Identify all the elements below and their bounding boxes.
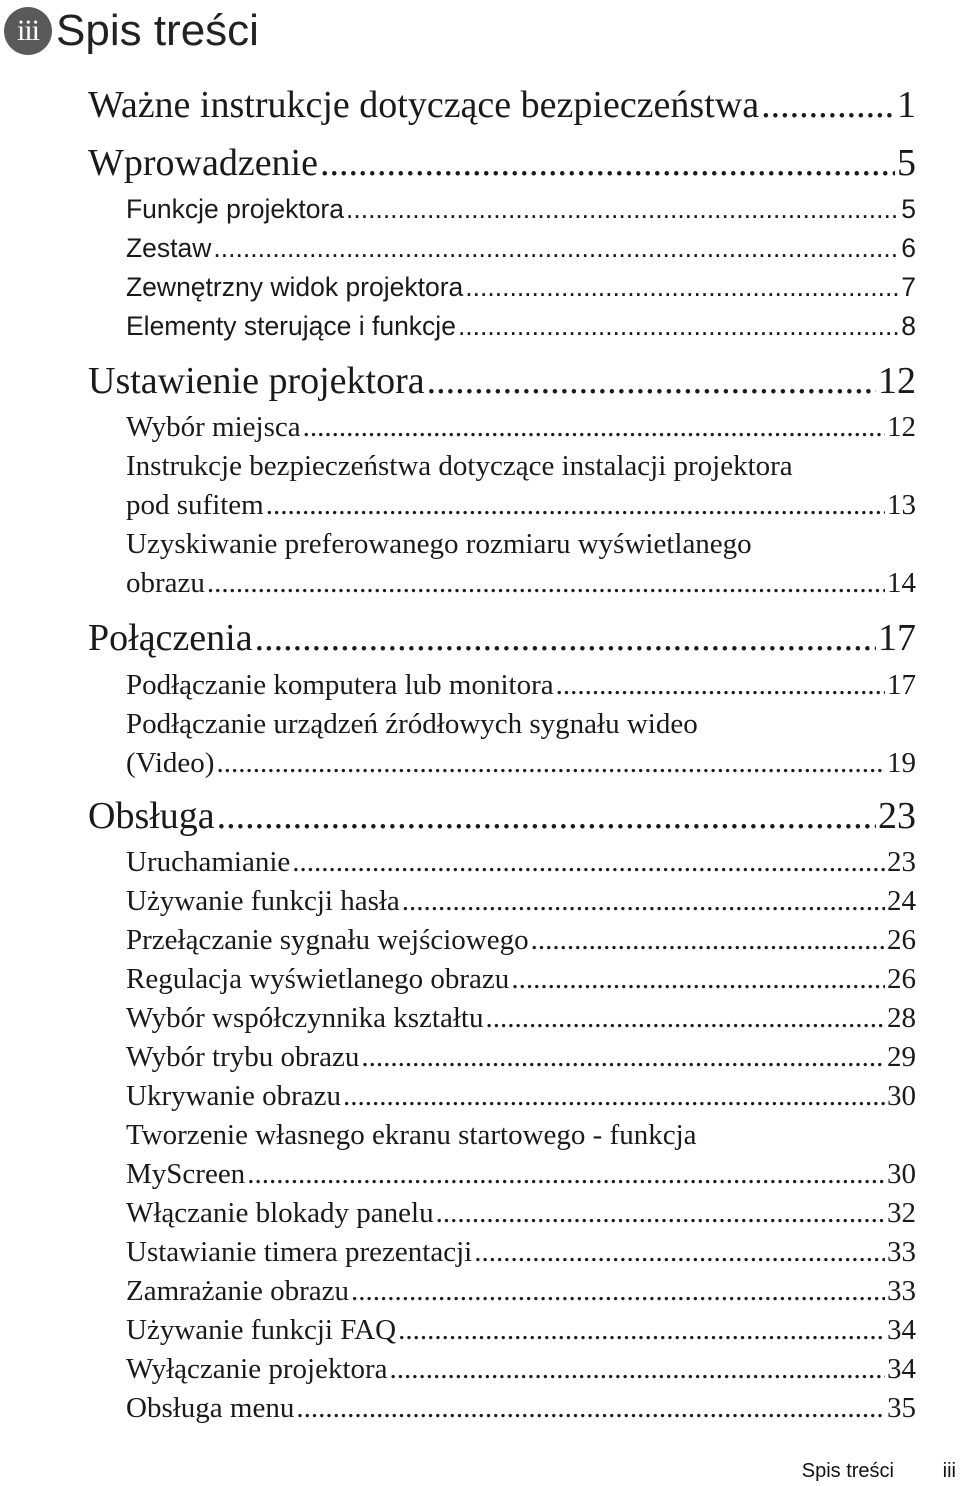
toc-page-number: 34 bbox=[887, 1353, 916, 1385]
toc-entry-title: Przełączanie sygnału wejściowego bbox=[126, 924, 529, 956]
toc-entry-section[interactable] bbox=[0, 999, 960, 1038]
toc-page-number: 12 bbox=[887, 411, 916, 443]
toc-entry-title: Używanie funkcji hasła bbox=[126, 885, 400, 917]
toc-page-number: 23 bbox=[878, 795, 916, 837]
toc-page-number: 24 bbox=[887, 885, 916, 917]
toc-entry-title: Funkcje projektora bbox=[126, 194, 344, 224]
toc-entry-title: Wybór trybu obrazu bbox=[126, 1041, 360, 1073]
toc-page-number: 1 bbox=[897, 84, 916, 126]
toc-entry-section[interactable] bbox=[0, 525, 960, 603]
toc-entry-section[interactable] bbox=[0, 1194, 960, 1233]
page-number-badge: iii bbox=[4, 7, 52, 55]
toc-page-number: 26 bbox=[887, 963, 916, 995]
leader-dots bbox=[247, 1155, 885, 1194]
toc-entry-title: Wprowadzenie bbox=[88, 142, 318, 184]
toc-page-number: 6 bbox=[901, 233, 916, 263]
toc-entry-chapter[interactable] bbox=[0, 76, 960, 134]
toc-entry-title-first-line: Instrukcje bezpieczeństwa dotyczące instalacji projektora bbox=[126, 450, 793, 482]
leader-dots bbox=[361, 1038, 885, 1077]
toc-entry-title: Uruchamianie bbox=[126, 846, 291, 878]
toc-entry-title: Zamrażanie obrazu bbox=[126, 1275, 349, 1307]
toc-entry-title: MyScreen bbox=[126, 1158, 246, 1190]
toc-entry-section[interactable] bbox=[0, 1272, 960, 1311]
toc-page-number: 13 bbox=[887, 489, 916, 521]
toc-entry-title: pod sufitem bbox=[126, 489, 264, 521]
toc-page-number: 5 bbox=[897, 142, 916, 184]
leader-dots bbox=[292, 843, 885, 882]
leader-dots bbox=[556, 666, 885, 705]
toc-entry-title: Zestaw bbox=[126, 233, 212, 263]
toc-entry-title: Obsługa bbox=[88, 795, 215, 837]
toc-entry-section[interactable] bbox=[0, 1116, 960, 1194]
toc-entry-section[interactable] bbox=[0, 1077, 960, 1116]
toc-entry-title-first-line: Uzyskiwanie preferowanego rozmiaru wyświetlanego bbox=[126, 528, 752, 560]
toc-entry-title: Ustawienie projektora bbox=[88, 360, 425, 402]
toc-entry-section[interactable] bbox=[0, 921, 960, 960]
leader-dots bbox=[213, 229, 899, 268]
leader-dots bbox=[398, 1311, 885, 1350]
toc-page-number: 8 bbox=[901, 311, 916, 341]
toc-entry-title: Regulacja wyświetlanego obrazu bbox=[126, 963, 510, 995]
toc-entry-section[interactable] bbox=[0, 882, 960, 921]
leader-dots bbox=[458, 307, 899, 346]
toc-page-number: 35 bbox=[887, 1392, 916, 1424]
toc-entry-section[interactable] bbox=[0, 268, 960, 307]
leader-dots bbox=[207, 564, 885, 603]
leader-dots bbox=[474, 1233, 885, 1272]
toc-entry-section[interactable] bbox=[0, 307, 960, 346]
leader-dots bbox=[303, 408, 885, 447]
toc-entry-title: Połączenia bbox=[88, 617, 253, 659]
toc-entry-title: Elementy sterujące i funkcje bbox=[126, 311, 456, 341]
toc-page-number: 19 bbox=[887, 747, 916, 779]
toc-page-number: 30 bbox=[887, 1080, 916, 1112]
toc-entry-section[interactable] bbox=[0, 666, 960, 705]
toc-entry-section[interactable] bbox=[0, 190, 960, 229]
toc-entry-section[interactable] bbox=[0, 1233, 960, 1272]
toc-page-number: 34 bbox=[887, 1314, 916, 1346]
toc-entry-title: obrazu bbox=[126, 567, 205, 599]
leader-dots bbox=[216, 744, 885, 783]
toc-entry-title-first-line: Tworzenie własnego ekranu startowego - funkcja bbox=[126, 1119, 697, 1151]
toc-page-number: 30 bbox=[887, 1158, 916, 1190]
toc-entry-title: Ważne instrukcje dotyczące bezpieczeństwa bbox=[88, 84, 760, 126]
toc-entry-section[interactable] bbox=[0, 1311, 960, 1350]
leader-dots bbox=[390, 1350, 885, 1389]
toc-entry-section[interactable] bbox=[0, 408, 960, 447]
leader-dots bbox=[511, 960, 885, 999]
footer-page-number: iii bbox=[942, 1460, 956, 1482]
toc-page-number: 23 bbox=[887, 846, 916, 878]
footer-section-label: Spis treści bbox=[801, 1460, 894, 1482]
leader-dots bbox=[531, 921, 885, 960]
leader-dots bbox=[485, 999, 885, 1038]
toc-entry-section[interactable] bbox=[0, 1389, 960, 1428]
toc-entry-chapter[interactable] bbox=[0, 134, 960, 192]
toc-entry-title: Zewnętrzny widok projektora bbox=[126, 272, 464, 302]
toc-page-number: 5 bbox=[901, 194, 916, 224]
leader-dots bbox=[351, 1272, 885, 1311]
leader-dots bbox=[296, 1389, 885, 1428]
toc-entry-section[interactable] bbox=[0, 843, 960, 882]
toc-entry-title: Włączanie blokady panelu bbox=[126, 1197, 434, 1229]
toc-entry-title: Używanie funkcji FAQ bbox=[126, 1314, 397, 1346]
leader-dots bbox=[761, 76, 895, 134]
toc-entry-chapter[interactable] bbox=[0, 609, 960, 667]
page-footer bbox=[0, 1456, 960, 1486]
toc-entry-section[interactable] bbox=[0, 960, 960, 999]
toc-entry-chapter[interactable] bbox=[0, 352, 960, 410]
toc-entry-title: Ukrywanie obrazu bbox=[126, 1080, 341, 1112]
leader-dots bbox=[343, 1077, 885, 1116]
page-title: Spis treści bbox=[56, 6, 259, 55]
toc-entry-title-first-line: Podłączanie urządzeń źródłowych sygnału wideo bbox=[126, 708, 698, 740]
toc-page-number: 17 bbox=[887, 669, 916, 701]
toc-entry-section[interactable] bbox=[0, 705, 960, 783]
toc-entry-title: (Video) bbox=[126, 747, 215, 779]
toc-entry-title: Wybór współczynnika kształtu bbox=[126, 1002, 484, 1034]
toc-page-number: 14 bbox=[887, 567, 916, 599]
leader-dots bbox=[436, 1194, 885, 1233]
toc-page-number: 12 bbox=[878, 360, 916, 402]
leader-dots bbox=[217, 787, 876, 845]
toc-entry-title: Ustawianie timera prezentacji bbox=[126, 1236, 473, 1268]
toc-entry-title: Podłączanie komputera lub monitora bbox=[126, 669, 554, 701]
toc-page-number: 28 bbox=[887, 1002, 916, 1034]
leader-dots bbox=[465, 268, 899, 307]
page-header bbox=[4, 4, 259, 58]
toc-entry-section[interactable] bbox=[0, 1350, 960, 1389]
toc-page-number: 26 bbox=[887, 924, 916, 956]
toc-page-number: 7 bbox=[901, 272, 916, 302]
leader-dots bbox=[320, 134, 895, 192]
toc-entry-chapter[interactable] bbox=[0, 787, 960, 845]
toc-page-number: 29 bbox=[887, 1041, 916, 1073]
toc-entry-title: Wyłączanie projektora bbox=[126, 1353, 388, 1385]
toc-entry-title: Wybór miejsca bbox=[126, 411, 301, 443]
leader-dots bbox=[346, 190, 899, 229]
toc-page-number: 33 bbox=[887, 1275, 916, 1307]
toc-entry-section[interactable] bbox=[0, 1038, 960, 1077]
leader-dots bbox=[266, 486, 885, 525]
leader-dots bbox=[402, 882, 885, 921]
toc-entry-section[interactable] bbox=[0, 229, 960, 268]
toc-page-number: 33 bbox=[887, 1236, 916, 1268]
leader-dots bbox=[255, 609, 876, 667]
toc-page-number: 32 bbox=[887, 1197, 916, 1229]
toc-entry-title: Obsługa menu bbox=[126, 1392, 295, 1424]
toc-page-number: 17 bbox=[878, 617, 916, 659]
leader-dots bbox=[427, 352, 876, 410]
toc-entry-section[interactable] bbox=[0, 447, 960, 525]
